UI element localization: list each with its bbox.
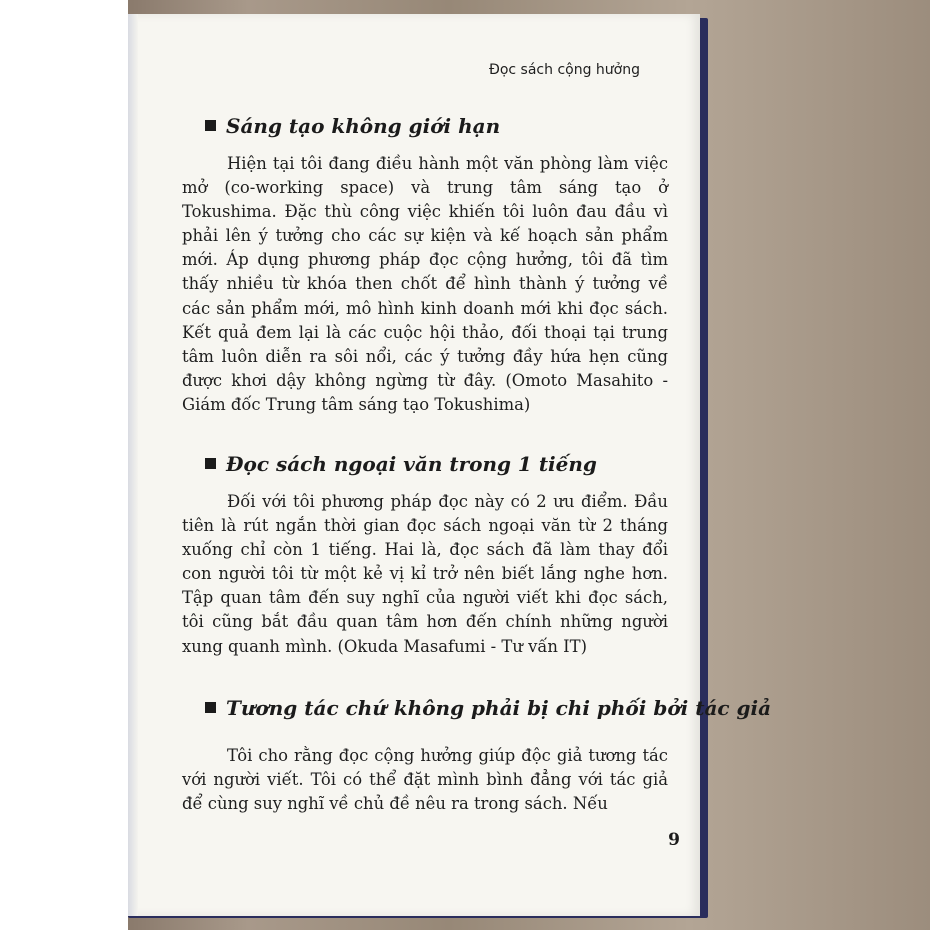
section-heading-3 (205, 696, 772, 720)
section-heading-text: Sáng tạo không giới hạn (226, 114, 501, 138)
section-heading-2 (205, 452, 685, 476)
section-body-text: Tôi cho rằng đọc cộng hưởng giúp độc giả tương tác với người viết. Tôi có thể đặt mình bình đẳng với tác giả để cùng suy nghĩ về chủ đề nêu ra trong sách. Nếu (182, 746, 668, 814)
square-bullet-icon (205, 458, 216, 469)
section-heading-text: Đọc sách ngoại văn trong 1 tiếng (226, 452, 597, 476)
section-heading-1 (205, 114, 685, 138)
section-body-2 (182, 490, 668, 678)
section-body-text: Hiện tại tôi đang điều hành một văn phòng làm việc mở (co-working space) và trung tâm sáng tạo ở Tokushima. Đặc thù công việc khiến tôi luôn đau đầu vì phải lên ý tưởng cho các sự kiện và kế hoạch sản phẩm mới. Áp dụng phương pháp đọc cộng hưởng, tôi đã tìm thấy nhiều từ khóa then chốt để hình thành ý tưởng về các sản phẩm mới, mô hình kinh doanh mới khi đọc sách. Kết quả đem lại là các cuộc hội thảo, đối thoại tại trung tâm luôn diễn ra sôi nổi, các ý tưởng đầy hứa hẹn cũng được khơi dậy không ngừng từ đây. (Omoto Masahito - Giám đốc Trung tâm sáng tạo Tokushima) (182, 154, 668, 414)
square-bullet-icon (205, 702, 216, 713)
section-heading-text: Tương tác chứ không phải bị chi phối bởi tác giả (226, 696, 772, 720)
section-body-text: Đối với tôi phương pháp đọc này có 2 ưu điểm. Đầu tiên là rút ngắn thời gian đọc sách ngoại văn từ 2 tháng xuống chỉ còn 1 tiếng. Hai là, đọc sách đã làm thay đổi con người tôi từ một kẻ vị kỉ trở nên biết lắng nghe hơn. Tập quan tâm đến suy nghĩ của người viết khi đọc sách, tôi cũng bắt đầu quan tâm hơn đến chính những người xung quanh mình. (Okuda Masafumi - Tư vấn IT) (182, 492, 668, 656)
section-body-3 (182, 744, 668, 828)
section-body-1 (182, 152, 668, 424)
running-header: Đọc sách cộng hưởng (489, 62, 640, 78)
square-bullet-icon (205, 120, 216, 131)
page-gutter (128, 14, 138, 916)
page-number: 9 (668, 830, 680, 850)
